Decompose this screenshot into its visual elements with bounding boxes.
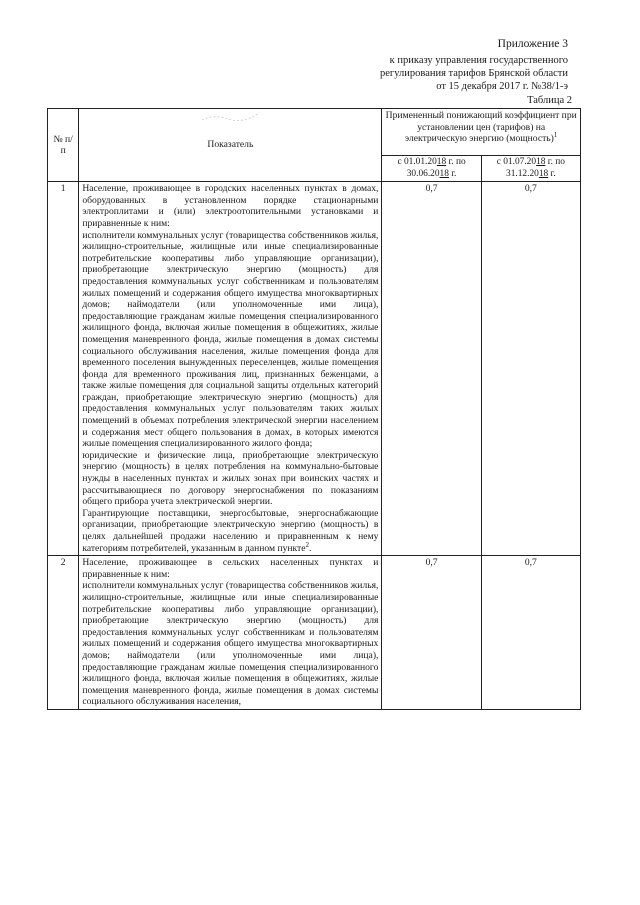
column-header-coefficient: [382, 109, 581, 156]
appendix-title: Приложение 3: [497, 38, 568, 50]
column-header-period-1: с 01.01.2018 г. по 30.06.2018 г.: [382, 156, 481, 182]
order-reference: к приказу управления государственного: [389, 55, 568, 66]
column-header-period-2: с 01.07.2018 г. по 31.12.2018 г.: [481, 156, 580, 182]
value-period-2: 0,7: [481, 182, 580, 556]
value-period-1: 0,7: [382, 182, 481, 556]
order-date: от 15 декабря 2017 г. №38/1-э: [436, 81, 568, 92]
table-row: [48, 556, 581, 710]
column-header-indicator: Показатель: [79, 109, 382, 182]
coefficient-label: Примененный понижающий коэффициент при установлении цен (тарифов) на электрическую энергию (мощность): [385, 110, 577, 145]
document-header: [380, 38, 568, 93]
row-indicator: Население, проживающее в городских населенных пунктах в домах, оборудованных в установленном порядке стационарными электроплитами и (или) электроотопительными установками и приравненные к ним: исполнители коммунальных услуг (товарищества собственников жилья, жилищно-строительные, жилищные или иные специализированные потребительские кооперативы либо управляющие организации), приобретающие электрическую энергию (мощность) для предоставления коммунальных услуг собственникам и пользователям жилых помещений и содержания общего имущества многоквартирных домов; наймодатели (или уполномоченные ими лица), предоставляющие гражданам жилые помещения специализированного жилищного фонда, включая жилые помещения в общежитиях, жилые помещения маневренного фонда, жилые помещения в домах системы социального обслуживания населения, жилые помещения фонда для временного поселения вынужденных переселенцев, жилые помещения фонда для временного проживания лиц, признанных беженцами, а также жилые помещения для социальной защиты отдельных категорий граждан, приобретающие электрическую энергию (мощность) для предоставления коммунальных услуг пользователям таких жилых помещений в объемах потребления электрической энергии населением и содержания мест общего пользования в домах, в которых имеются жилые помещения специализированного жилого фонда; юридические и физические лица, приобретающие электрическую энергию (мощность) в целях потребления на коммунально-бытовые нужды в населенных пунктах и жилых зонах при воинских частях и рассчитывающиеся по договору энергоснабжения по показаниям общего прибора учета электрической энергии. Гарантирующие поставщики, энергосбытовые, энергоснабжающие организации, приобретающие электрическую энергию (мощность) в целях дальнейшей продажи населению и приравненным к нему категориям потребителей, указанным в данном пункте$^2$.: [79, 182, 382, 556]
row-number: 1: [48, 182, 79, 556]
column-header-number: № п/п: [48, 109, 79, 182]
row-number: 2: [48, 556, 79, 710]
footnote-mark: 1: [553, 131, 558, 139]
authority-name: регулирования тарифов Брянской области: [380, 68, 568, 79]
value-period-2: 0,7: [481, 556, 580, 710]
table-label: Таблица 2: [527, 95, 572, 106]
tariff-table: [47, 108, 581, 710]
table-row: [48, 182, 581, 556]
table-header-row: [48, 109, 581, 156]
value-period-1: 0,7: [382, 556, 481, 710]
row-indicator: Население, проживающее в сельских населенных пунктах и приравненные к ним: исполнители коммунальных услуг (товарищества собственников жилья, жилищно-строительные, жилищные или иные специализированные потребительские кооперативы либо управляющие организации), приобретающие электрическую энергию (мощность) для предоставления коммунальных услуг собственникам и пользователям жилых помещений и содержания общего имущества многоквартирных домов; наймодатели (или уполномоченные ими лица), предоставляющие гражданам жилые помещения специализированного жилищного фонда, включая жилые помещения в общежитиях, жилые помещения маневренного фонда, жилые помещения в домах системы социального обслуживания населения,: [79, 556, 382, 710]
footnote-mark: 2: [305, 540, 310, 549]
